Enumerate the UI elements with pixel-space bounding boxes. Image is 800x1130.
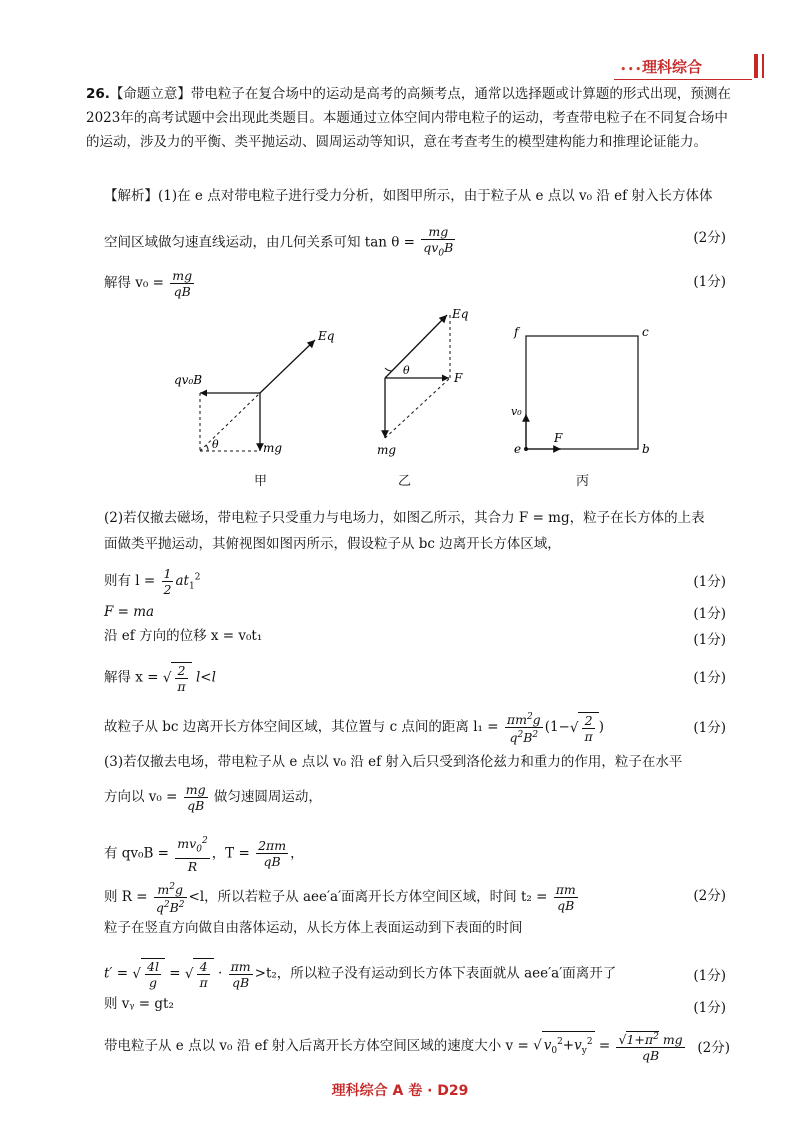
score-10: (1分)	[693, 1000, 726, 1016]
eq-t-text: ，T =	[211, 845, 250, 862]
eq-vy: 则 vᵧ = gt₂	[104, 996, 174, 1012]
half-fraction: $\frac{1}{2}$	[163, 566, 172, 597]
header-dots-icon: •••	[620, 63, 643, 76]
eq-tprime-text: t′ =	[104, 965, 129, 982]
yi-label-mg: mg	[377, 443, 397, 457]
v0-fraction-2: $\frac{mg}{qB}$	[185, 782, 206, 813]
jia-label-eq: Eq	[318, 329, 335, 343]
final-fraction: $\frac{√1+\pi^2 mg}{qB}$	[618, 1032, 683, 1064]
part1-solve-text: 解得 v₀ =	[104, 275, 164, 291]
header-bar	[754, 54, 758, 78]
eq-r-text: 则 R =	[104, 889, 148, 906]
eq-x-solution	[104, 662, 216, 694]
caption-yi: 乙	[398, 474, 412, 489]
v0-fraction: $\frac{mg}{qB}$	[172, 268, 193, 299]
force-diagrams	[170, 307, 670, 488]
bing-label-v0: v₀	[511, 405, 522, 418]
period-fraction: $\frac{2\pi m}{qB}$	[258, 838, 287, 870]
bing-label-c: c	[642, 325, 649, 339]
eq-x-tail: l<l	[195, 669, 216, 686]
part2-line1: (2)若仅撤去磁场，带电粒子只受重力与电场力，如图乙所示，其合力 F = mg，粒子在长方体的上表	[104, 510, 705, 526]
score-7: (1分)	[693, 720, 726, 736]
fall-text: 粒子在竖直方向做自由落体运动，从长方体上表面运动到下表面的时间	[104, 920, 523, 936]
sqrt-2-over-pi: √ $\frac{2}{\pi}$	[163, 662, 192, 694]
intro-text: 带电粒子在复合场中的运动是高考的高频考点，通常以选择题或计算题的形式出现，预测在2023年的高考试题中会出现此类题目。本题通过立体空间内带电粒子的运动，考查带电粒子在不同复合场中的运动，涉及力的平衡、类平抛运动、圆周运动等知识，意在考查考生的模型建构能力和推理论证能力。	[86, 86, 731, 150]
eq-x: 沿 ef 方向的位移 x = v₀t₁	[104, 628, 263, 644]
yi-label-theta: θ	[403, 364, 410, 377]
eq-f: F = ma	[104, 604, 155, 620]
part3-line1: (3)若仅撤去电场，带电粒子从 e 点以 v₀ 沿 ef 射入后只受到洛伦兹力和重力的作用，粒子在水平	[104, 754, 683, 770]
score-9: (1分)	[693, 968, 726, 984]
radius-fraction: $\frac{m^2g}{q^2B^2}$	[155, 882, 185, 916]
eq-have: 有 qv₀B = $\frac{mv_0^2}{R}$ ，T = $\frac{2\pi m}{qB}$ ，	[104, 836, 304, 874]
problem-number: 26.	[86, 86, 110, 102]
bing-label-f: f	[514, 325, 519, 339]
score-1: (2分)	[693, 230, 726, 246]
part1-line2	[104, 224, 457, 262]
centripetal-fraction: $\frac{mv_0^2}{R}$	[177, 836, 208, 874]
part3-line2	[104, 782, 322, 813]
jia-label-mg: mg	[263, 441, 283, 455]
part3-line2b: 做匀速圆周运动，	[213, 789, 322, 805]
part2-line2: 面做类平抛运动，其俯视图如图丙所示，假设粒子从 bc 边离开长方体区域，	[104, 536, 561, 552]
jia-label-theta: θ	[212, 438, 219, 451]
part1-tan-text: 空间区域做匀速直线运动，由几何关系可知 tan θ =	[104, 234, 415, 251]
sqrt-2-over-pi-2: √ $\frac{2}{\pi}$	[570, 712, 599, 744]
score-8: (2分)	[693, 888, 726, 904]
eq-l-text: 则有 l =	[104, 573, 156, 589]
eq-r-tail: <l，所以若粒子从 aee′a′面离开长方体空间区域，时间 t₂ =	[188, 889, 548, 906]
caption-bing: 丙	[576, 474, 590, 489]
intro-tag: 【命题立意】	[109, 86, 191, 102]
header-underline	[614, 79, 752, 80]
eq-l-line: 则有 l = $\frac{1}{2}$ $at_1^2$	[104, 566, 201, 597]
caption-jia: 甲	[254, 474, 268, 489]
intro-paragraph	[86, 82, 736, 154]
score-6: (1分)	[693, 670, 726, 686]
eq-have-text: 有 qv₀B =	[104, 845, 169, 862]
yi-label-eq: Eq	[452, 307, 469, 321]
score-4: (1分)	[693, 606, 726, 622]
part1-solve	[104, 268, 196, 299]
bing-label-force: F	[554, 431, 563, 445]
sqrt-4-pi: √ $\frac{4}{\pi}$	[185, 958, 214, 990]
score-2: (1分)	[693, 274, 726, 290]
header-bar-thin	[762, 54, 764, 78]
page-footer: 理科综合 A 卷 · D29	[331, 1083, 469, 1099]
analysis-tag: 【解析】	[104, 188, 158, 204]
score-5: (1分)	[693, 632, 726, 648]
yi-label-f: F	[454, 371, 463, 385]
final-text: 带电粒子从 e 点以 v₀ 沿 ef 射入后离开长方体空间区域的速度大小 v =	[104, 1038, 529, 1055]
eq-tprime-tail: >t₂，所以粒子没有运动到长方体下表面就从 aee′a′面离开了	[254, 965, 617, 982]
page-header	[614, 54, 764, 80]
jia-label-qv0b: qv₀B	[174, 373, 203, 387]
eq-x-sol-text: 解得 x =	[104, 669, 159, 686]
analysis-line-1	[104, 186, 712, 206]
t2-fraction: $\frac{\pi m}{qB}$	[555, 882, 576, 914]
sqrt-v-sum: √ $v_0^2+v_y^2$	[533, 1031, 595, 1061]
bing-label-e: e	[514, 442, 522, 456]
tan-fraction: $\frac{mg}{qv_0B}$	[423, 224, 454, 259]
eq-tprime: t′ = √ $\frac{4l}{g}$ = √ $\frac{4}{\pi}$ · $\frac{\pi m}{qB}$ >t₂，所以粒子没有运动到长方体下表面就从 aee′a′面离开了	[104, 958, 617, 990]
figure-yi	[377, 307, 469, 457]
conclusion-2-text: 故粒子从 bc 边离开长方体空间区域，其位置与 c 点间的距离 l₁ =	[104, 719, 499, 736]
score-3: (1分)	[693, 574, 726, 590]
l1-fraction: $\frac{\pi m^2g}{q^2B^2}$	[506, 712, 541, 746]
bing-label-b: b	[642, 442, 650, 456]
part1-line1: (1)在 e 点对带电粒子进行受力分析，如图甲所示，由于粒子从 e 点以 v₀ 沿 ef 射入长方体体	[158, 188, 713, 204]
figure-jia	[174, 329, 335, 455]
part3-line2a: 方向以 v₀ =	[104, 789, 178, 805]
final-answer: 带电粒子从 e 点以 v₀ 沿 ef 射入后离开长方体空间区域的速度大小 v = √ $v_0^2+v_y^2$ = $\frac{√1+\pi^2 mg}{qB}$	[104, 1032, 683, 1064]
pim-qb-fraction: $\frac{\pi m}{qB}$	[230, 958, 251, 990]
eq-r	[104, 880, 580, 915]
sqrt-4l-g: √ $\frac{4l}{g}$	[132, 958, 165, 990]
conclusion-2: 故粒子从 bc 边离开长方体空间区域，其位置与 c 点间的距离 l₁ = $\frac{\pi m^2g}{q^2B^2}$ (1−√ $\frac{2}{\pi}$ )	[104, 712, 604, 746]
figure-bing	[511, 325, 650, 456]
score-11: (2分)	[697, 1040, 730, 1056]
header-title: 理科综合	[642, 58, 703, 76]
